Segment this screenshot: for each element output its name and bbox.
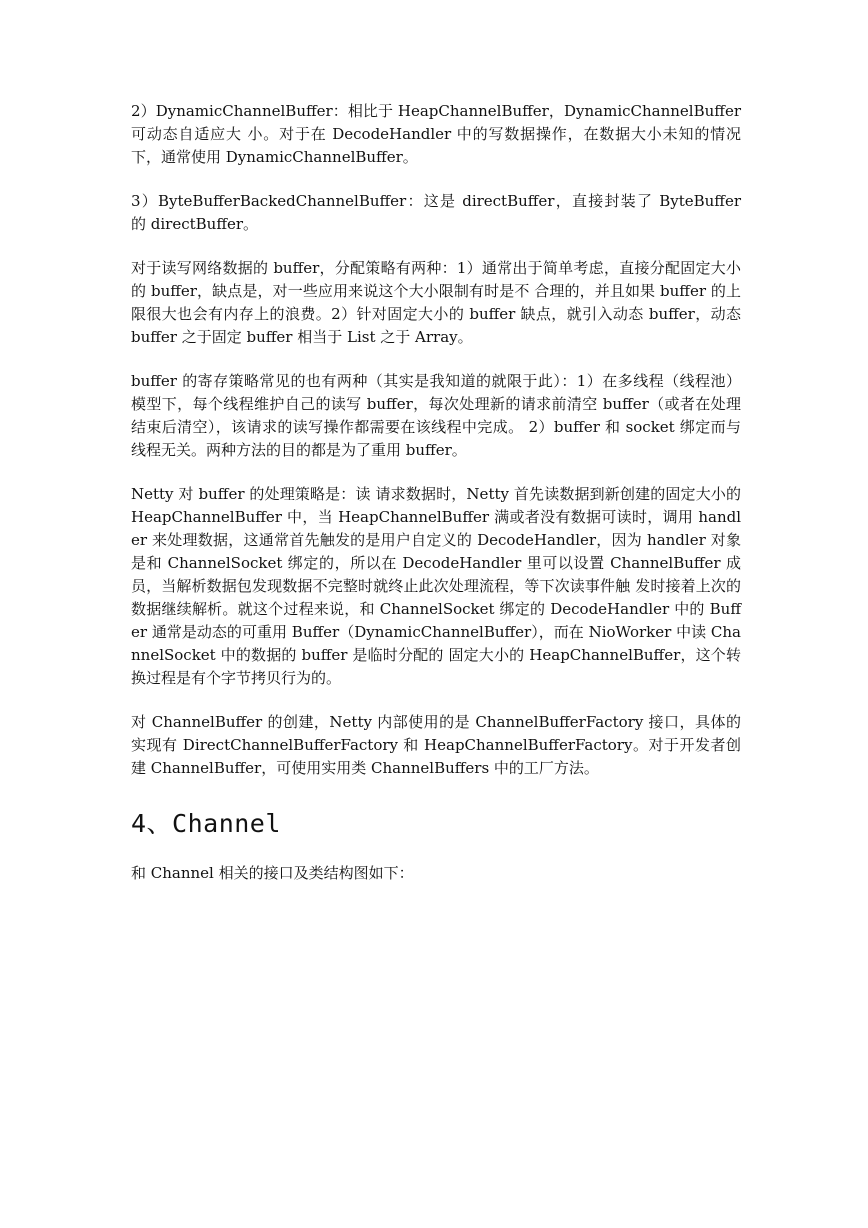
paragraph-dynamic-channel-buffer: 2）DynamicChannelBuffer：相比于 HeapChannelBuffer，DynamicChannelBuffer 可动态自适应大 小。对于在 DecodeHandler 中的写数据操作，在数据大小未知的情况下，通常使用 DynamicChannelBuffer。 <box>131 102 741 166</box>
section-heading-channel: 4、Channel <box>131 809 281 838</box>
document-page <box>131 100 741 885</box>
paragraph-buffer-allocation: 对于读写网络数据的 buffer，分配策略有两种：1）通常出于简单考虑，直接分配固定大小的 buffer，缺点是，对一些应用来说这个大小限制有时是不 合理的，并且如果 buffer 的上限很大也会有内存上的浪费。2）针对固定大小的 buffer 缺点，就引入动态 buffer，动态 buffer 之于固定 buffer 相当于 List 之于 Array。 <box>131 259 741 346</box>
paragraph-channel-buffer-factory: 对 ChannelBuffer 的创建，Netty 内部使用的是 ChannelBufferFactory 接口，具体的实现有 DirectChannelBufferFactory 和 HeapChannelBufferFactory。对于开发者创建 ChannelBuffer，可使用实用类 ChannelBuffers 中的工厂方法。 <box>131 713 741 777</box>
paragraph-buffer-storage: buffer 的寄存策略常见的也有两种（其实是我知道的就限于此）：1）在多线程（线程池） 模型下，每个线程维护自己的读写 buffer，每次处理新的请求前清空 buffer（或者在处理结束后清空），该请求的读写操作都需要在该线程中完成。 2）buffer 和 socket 绑定而与线程无关。两种方法的目的都是为了重用 buffer。 <box>131 372 741 459</box>
paragraph-netty-buffer-strategy: Netty 对 buffer 的处理策略是：读 请求数据时，Netty 首先读数据到新创建的固定大小的 HeapChannelBuffer 中，当 HeapChannelBuffer 满或者没有数据可读时，调用 handler 来处理数据，这通常首先触发的是用户自定义的 DecodeHandler，因为 handler 对象是和 ChannelSocket 绑定的，所以在 DecodeHandler 里可以设置 ChannelBuffer 成员，当解析数据包发现数据不完整时就终止此次处理流程，等下次读事件触 发时接着上次的数据继续解析。就这个过程来说，和 ChannelSocket 绑定的 DecodeHandler 中的 Buffer 通常是动态的可重用 Buffer（DynamicChannelBuffer），而在 NioWorker 中读 ChannelSocket 中的数据的 buffer 是临时分配的 固定大小的 HeapChannelBuffer，这个转换过程是有个字节拷贝行为的。 <box>131 485 741 687</box>
paragraph-byte-buffer-backed: 3）ByteBufferBackedChannelBuffer：这是 directBuffer，直接封装了 ByteBuffer 的 directBuffer。 <box>131 192 741 233</box>
section-intro: 和 Channel 相关的接口及类结构图如下： <box>131 864 414 882</box>
